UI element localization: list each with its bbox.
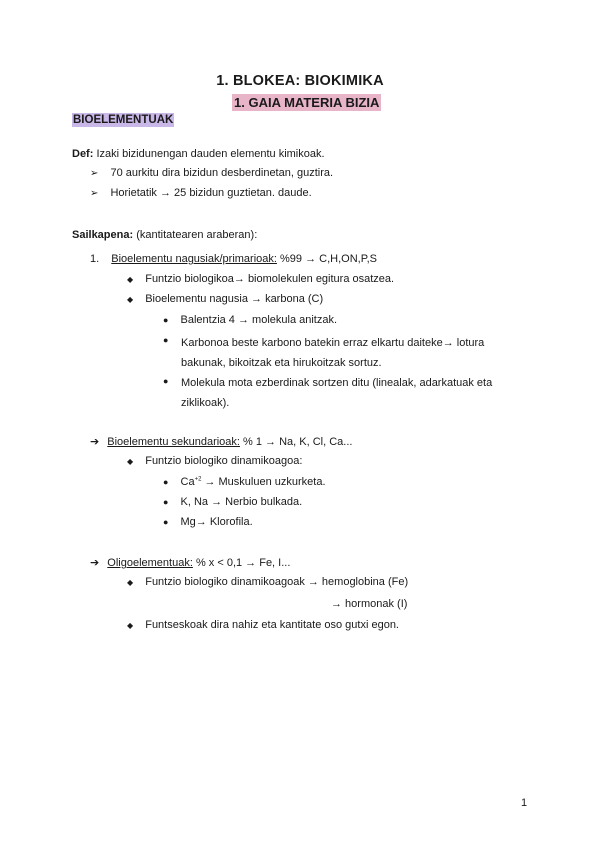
definition-item-text: 70 aurkitu dira bizidun desberdinetan, guztira.	[110, 167, 334, 179]
definition-text: Izaki bizidunengan dauden elementu kimikoak.	[93, 148, 325, 160]
oligo-heading	[90, 556, 290, 569]
primary-subitem-text: Karbonoa beste karbono batekin erraz elkartu daiteke→ lotura bakunak, bikoitzak eta hirukoitzak sortuz.	[181, 337, 485, 369]
dot-bullet-icon: ●	[163, 335, 169, 345]
diamond-bullet-icon: ◆	[127, 457, 134, 466]
primary-subitem-text: Balentzia 4 → molekula anitzak.	[180, 314, 338, 326]
arrow-right-icon: ➔	[90, 557, 100, 569]
list-item	[127, 576, 408, 588]
dot-bullet-icon: ●	[163, 517, 169, 527]
definition-item-text: Horietatik → 25 bizidun guztietan. daude.	[110, 187, 312, 199]
oligo-item-continuation: → hormonak (I)	[331, 598, 408, 610]
diamond-bullet-icon: ◆	[127, 578, 134, 587]
calcium-symbol: Ca	[180, 476, 195, 488]
classification-label: Sailkapena:	[72, 229, 134, 241]
classification-text: (kantitatearen araberan):	[133, 229, 258, 241]
section-heading: BIOELEMENTUAK	[73, 114, 174, 126]
list-item	[90, 187, 312, 199]
sodium-text: K, Na → Nerbio bulkada.	[180, 496, 303, 508]
magnesium-text: Mg→ Klorofila.	[180, 516, 253, 528]
chapter-subtitle: 1. GAIA MATERIA BIZIA	[234, 95, 380, 110]
secondary-item-text: Funtzio biologiko dinamikoagoa:	[145, 455, 303, 467]
arrowhead-bullet-icon: ➢	[90, 168, 99, 179]
oligo-title: Oligoelementuak:	[107, 557, 193, 569]
page-title: 1. BLOKEA: BIOKIMIKA	[216, 73, 384, 89]
arrowhead-bullet-icon: ➢	[90, 188, 99, 199]
list-number: 1.	[90, 253, 100, 265]
oligo-item-text: Funtzio biologiko dinamikoagoak → hemoglobina (Fe)	[145, 576, 409, 588]
primary-heading	[90, 253, 377, 265]
list-item	[163, 375, 168, 387]
list-item	[127, 455, 302, 467]
diamond-bullet-icon: ◆	[127, 295, 134, 304]
list-item	[163, 476, 326, 488]
secondary-heading	[90, 435, 352, 448]
list-item	[127, 273, 394, 285]
calcium-rest: → Muskuluen uzkurketa.	[201, 476, 326, 488]
primary-item-text: Funtzio biologikoa→ biomolekulen egitura osatzea.	[145, 273, 395, 285]
definition-label: Def:	[72, 148, 94, 160]
list-item	[127, 293, 323, 305]
list-item	[163, 496, 302, 508]
oligo-rest: % x < 0,1 → Fe, I...	[192, 557, 291, 569]
list-item	[163, 516, 253, 528]
primary-subitem-text: Molekula mota ezberdinak sortzen ditu (linealak, adarkatuak eta ziklikoak).	[181, 377, 493, 409]
calcium-text	[181, 476, 326, 488]
secondary-title: Bioelementu sekundarioak:	[107, 436, 240, 448]
diamond-bullet-icon: ◆	[127, 621, 134, 630]
diamond-bullet-icon: ◆	[127, 275, 134, 284]
dot-bullet-icon: ●	[163, 315, 169, 325]
primary-rest: %99 → C,H,ON,P,S	[276, 253, 378, 265]
list-item	[163, 334, 168, 346]
dot-bullet-icon: ●	[163, 376, 169, 386]
oligo-item-text: Funtseskoak dira nahiz eta kantitate oso gutxi egon.	[145, 619, 399, 631]
list-item	[127, 619, 399, 631]
dot-bullet-icon: ●	[163, 477, 169, 487]
page-number: 1	[521, 797, 528, 809]
list-item	[90, 167, 333, 179]
secondary-rest: % 1 → Na, K, Cl, Ca...	[239, 436, 353, 448]
arrow-right-icon: ➔	[90, 436, 100, 448]
list-item	[163, 314, 337, 326]
primary-title: Bioelementu nagusiak/primarioak:	[111, 253, 277, 265]
dot-bullet-icon: ●	[163, 497, 169, 507]
primary-item-text: Bioelementu nagusia → karbona (C)	[145, 293, 324, 305]
definition-line	[72, 148, 325, 160]
calcium-charge: +2	[194, 476, 202, 483]
classification-line	[72, 229, 257, 241]
